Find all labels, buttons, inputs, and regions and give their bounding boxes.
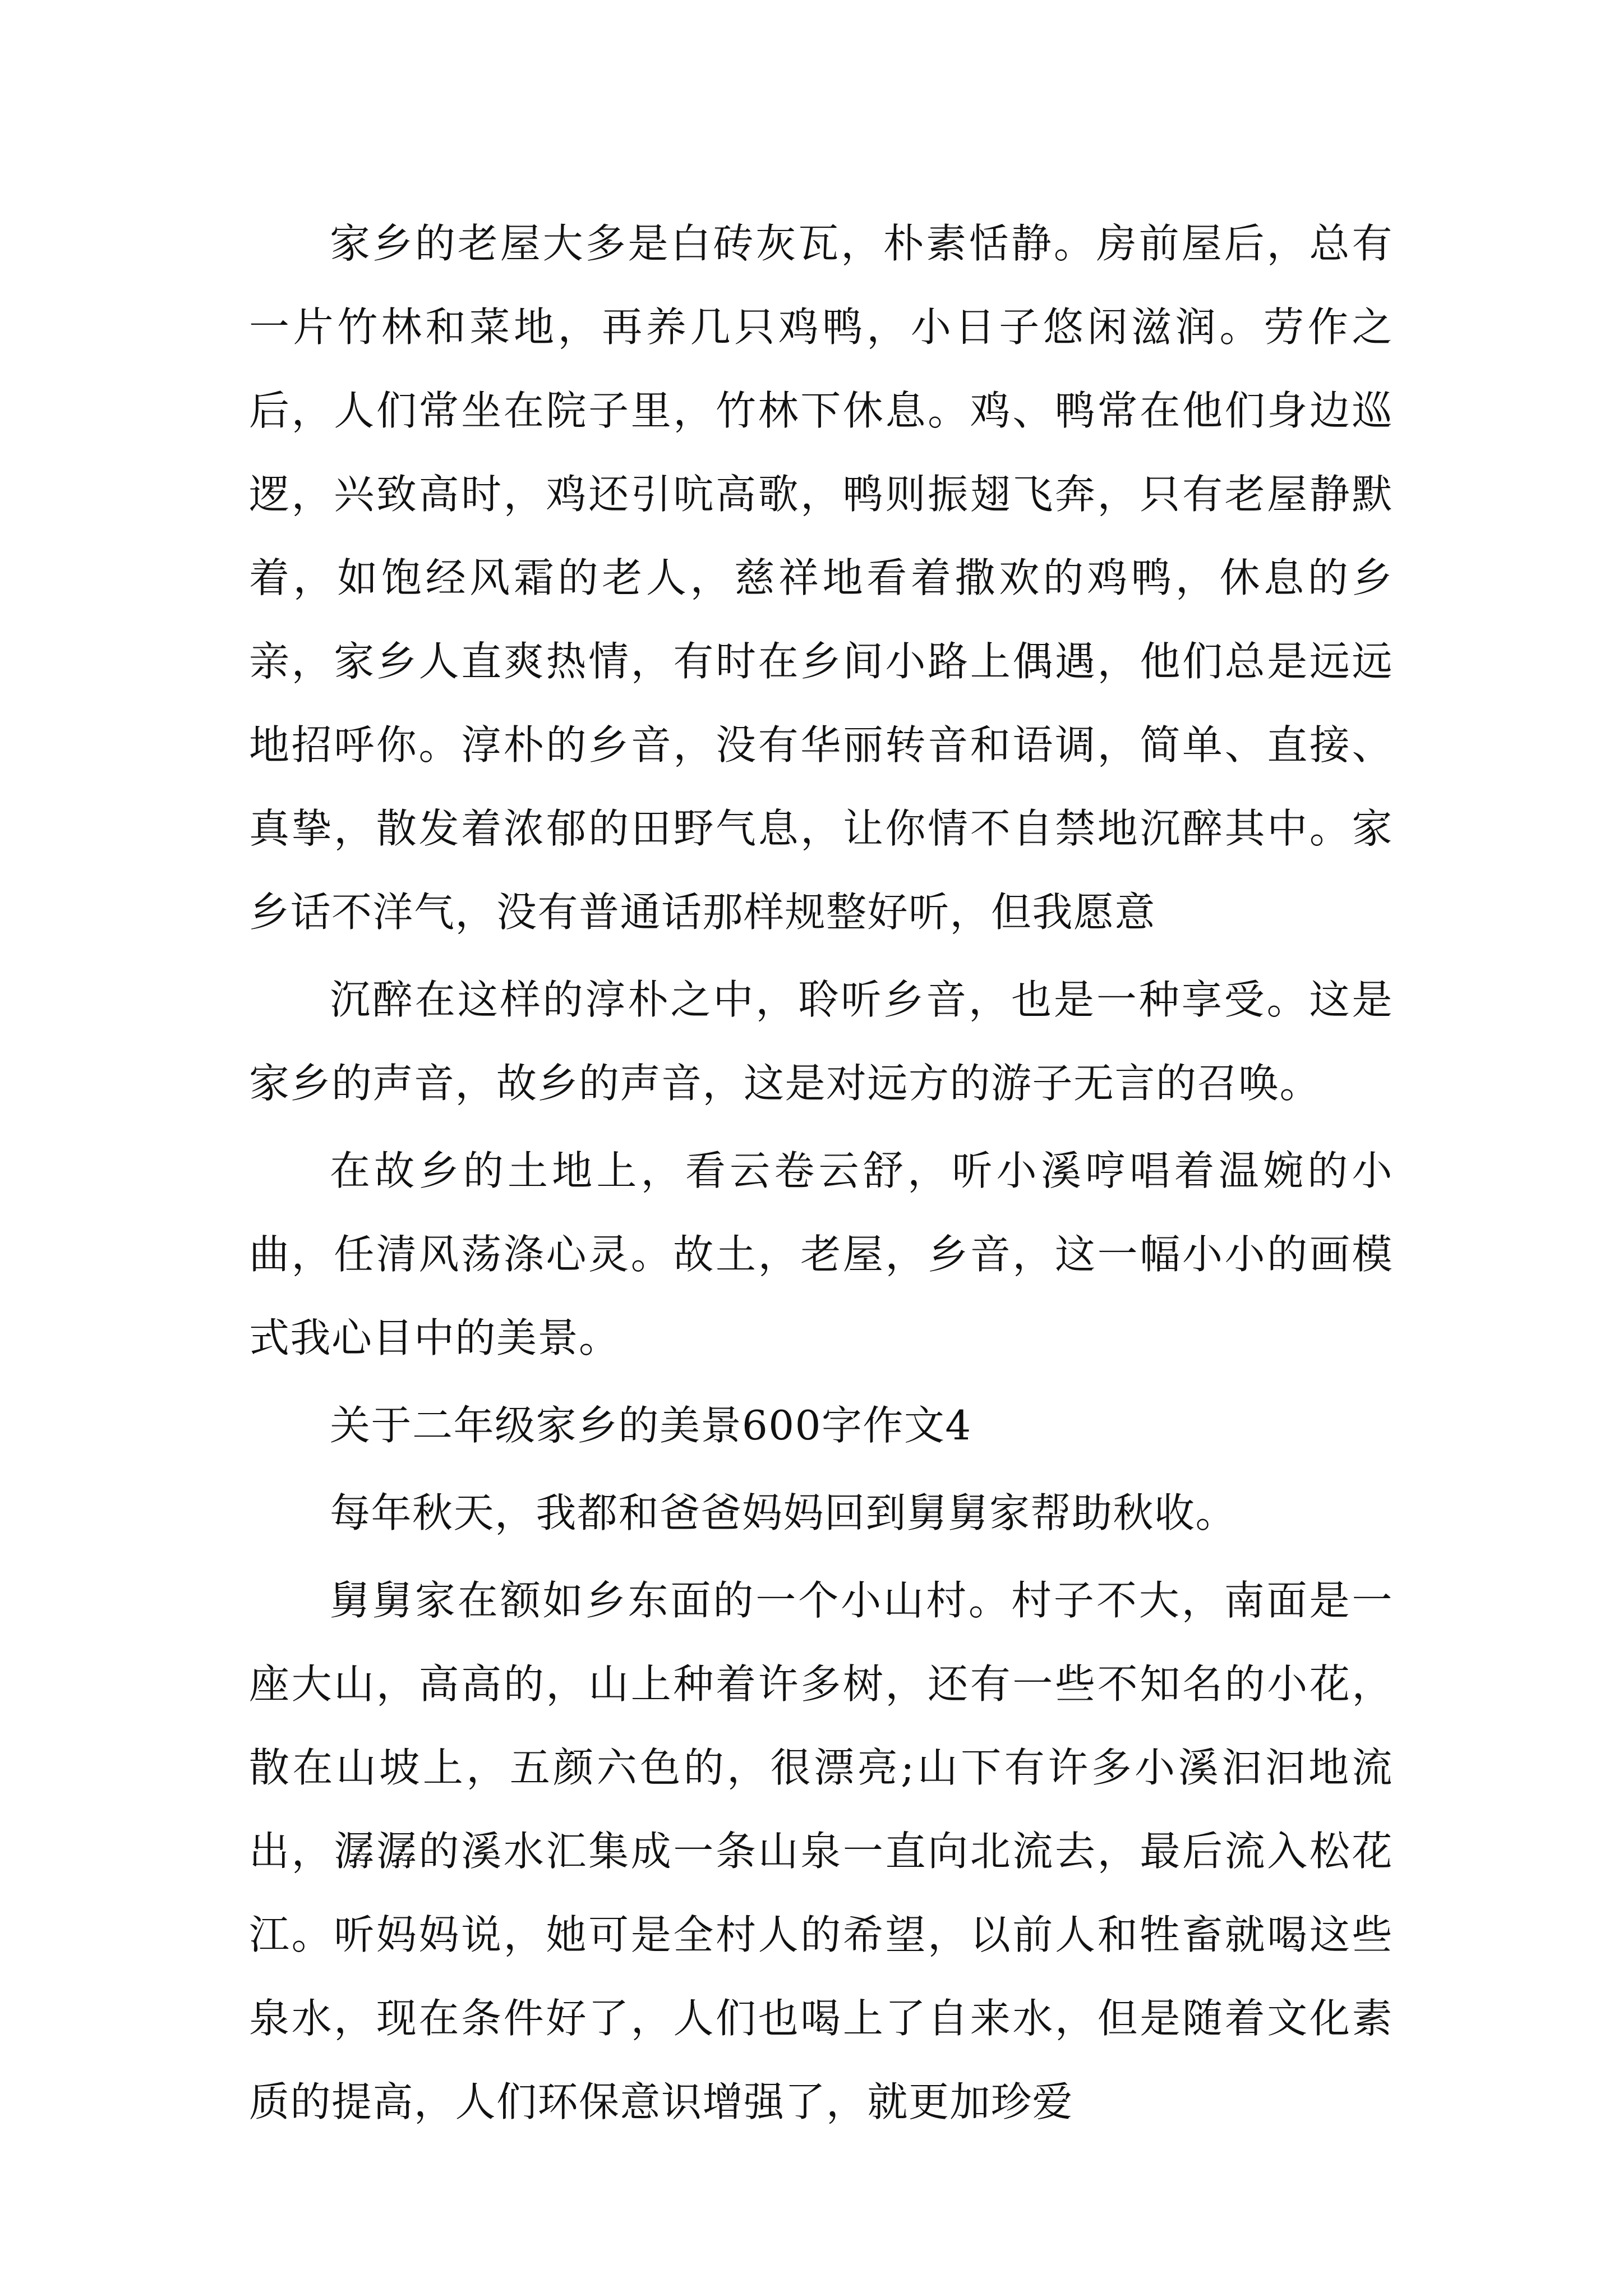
paragraph-local-accent: 沉醉在这样的淳朴之中，聆听乡音，也是一种享受。这是家乡的声音，故乡的声音，这是对远方的游子无言的召唤。 (249, 976, 1393, 1107)
body-text (249, 202, 1393, 2148)
paragraph-hometown-scenery: 在故乡的土地上，看云卷云舒，听小溪哼唱着温婉的小曲，任清风荡涤心灵。故土，老屋，乡音，这一幅小小的画模式我心目中的美景。 (249, 1147, 1393, 1361)
paragraph-autumn-harvest: 每年秋天，我都和爸爸妈妈回到舅舅家帮助秋收。 (330, 1489, 1237, 1536)
paragraph-old-house: 家乡的老屋大多是白砖灰瓦，朴素恬静。房前屋后，总有一片竹林和菜地，再养几只鸡鸭，小日子悠闲滋润。劳作之后，人们常坐在院子里，竹林下休息。鸡、鸭常在他们身边巡逻，兴致高时，鸡还引吭高歌，鸭则振翅飞奔，只有老屋静默着，如饱经风霜的老人，慈祥地看着撒欢的鸡鸭，休息的乡亲，家乡人直爽热情，有时在乡间小路上偶遇，他们总是远远地招呼你。淳朴的乡音，没有华丽转音和语调，简单、直接、真挚，散发着浓郁的田野气息，让你情不自禁地沉醉其中。家乡话不洋气，没有普通话那样规整好听，但我愿意 (249, 220, 1393, 936)
essay-heading: 关于二年级家乡的美景600字作文4 (330, 1402, 972, 1449)
paragraph-uncle-village: 舅舅家在额如乡东面的一个小山村。村子不大，南面是一座大山，高高的，山上种着许多树，还有一些不知名的小花，散在山坡上，五颜六色的，很漂亮;山下有许多小溪汩汩地流出，潺潺的溪水汇集成一条山泉一直向北流去，最后流入松花江。听妈妈说，她可是全村人的希望，以前人和牲畜就喝这些泉水，现在条件好了，人们也喝上了自来水，但是随着文化素质的提高，人们环保意识增强了，就更加珍爱 (249, 1577, 1393, 2125)
